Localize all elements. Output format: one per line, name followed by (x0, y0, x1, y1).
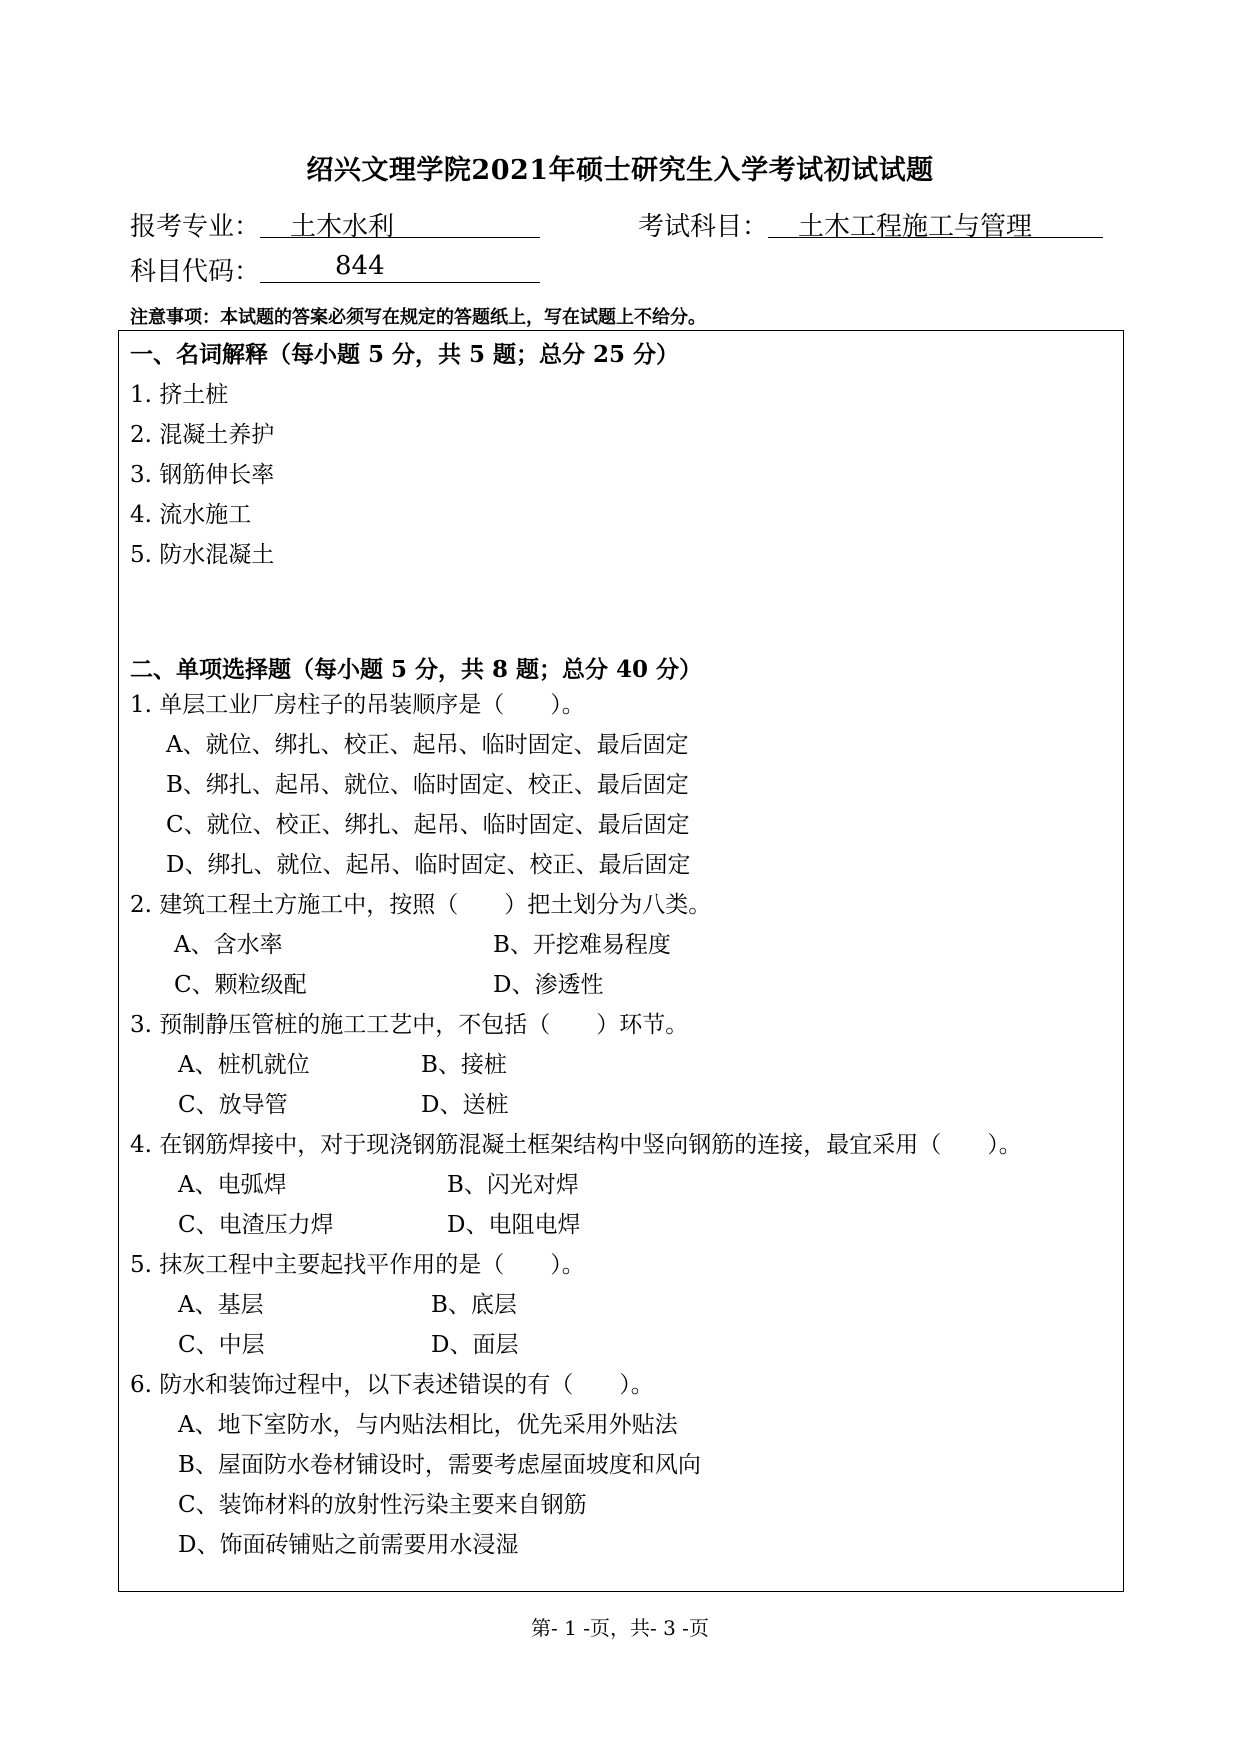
q6-option-b: B、屋面防水卷材铺设时，需要考虑屋面坡度和风向 (178, 1452, 701, 1478)
code-row (130, 251, 540, 288)
q1-option-d: D、绑扎、就位、起吊、临时固定、校正、最后固定 (166, 852, 691, 878)
major-row (130, 206, 540, 243)
q4-option-c: C、电渣压力焊 (178, 1212, 334, 1238)
page-number: 第- 1 -页，共- 3 -页 (531, 1616, 709, 1640)
q5-option-b: B、底层 (431, 1292, 517, 1318)
term-item: 4. 流水施工 (130, 502, 252, 528)
major-label: 报考专业： (130, 212, 261, 242)
subject-label: 考试科目： (638, 212, 769, 242)
subject-value: 土木工程施工与管理 (768, 206, 1103, 238)
q2-option-d: D、渗透性 (493, 972, 604, 998)
q2-option-c: C、颗粒级配 (174, 972, 307, 998)
term-item: 2. 混凝土养护 (130, 422, 275, 448)
question-1-stem: 1. 单层工业厂房柱子的吊装顺序是（ ）。 (130, 692, 585, 718)
section1-heading: 一、名词解释（每小题 5 分，共 5 题；总分 25 分） (130, 341, 680, 368)
q3-option-d: D、送桩 (421, 1092, 509, 1118)
code-value: 844 (260, 251, 540, 283)
q5-option-d: D、面层 (431, 1332, 519, 1358)
major-value: 土木水利 (260, 206, 540, 238)
q1-option-c: C、就位、校正、绑扎、起吊、临时固定、最后固定 (166, 812, 690, 838)
q4-option-a: A、电弧焊 (178, 1172, 287, 1198)
exam-title: 绍兴文理学院2021年硕士研究生入学考试初试试题 (306, 155, 934, 186)
q2-option-b: B、开挖难易程度 (493, 932, 671, 958)
question-2-stem: 2. 建筑工程土方施工中，按照（ ）把土划分为八类。 (130, 892, 712, 918)
question-6-stem: 6. 防水和装饰过程中，以下表述错误的有（ ）。 (130, 1372, 654, 1398)
q1-option-b: B、绑扎、起吊、就位、临时固定、校正、最后固定 (166, 772, 689, 798)
q3-option-b: B、接桩 (421, 1052, 507, 1078)
notice-text: 注意事项：本试题的答案必须写在规定的答题纸上，写在试题上不给分。 (130, 307, 706, 328)
q1-option-a: A、就位、绑扎、校正、起吊、临时固定、最后固定 (166, 732, 689, 758)
q2-option-a: A、含水率 (174, 932, 283, 958)
q3-option-c: C、放导管 (178, 1092, 288, 1118)
q6-option-c: C、装饰材料的放射性污染主要来自钢筋 (178, 1492, 587, 1518)
q3-option-a: A、桩机就位 (178, 1052, 310, 1078)
q5-option-c: C、中层 (178, 1332, 265, 1358)
term-item: 3. 钢筋伸长率 (130, 462, 275, 488)
code-label: 科目代码： (130, 257, 261, 287)
q6-option-d: D、饰面砖铺贴之前需要用水浸湿 (178, 1532, 519, 1558)
term-item: 1. 挤土桩 (130, 382, 229, 408)
q4-option-d: D、电阻电焊 (447, 1212, 581, 1238)
question-4-stem: 4. 在钢筋焊接中，对于现浇钢筋混凝土框架结构中竖向钢筋的连接，最宜采用（ ）。 (130, 1132, 1022, 1158)
q6-option-a: A、地下室防水，与内贴法相比，优先采用外贴法 (178, 1412, 678, 1438)
question-box (118, 330, 1124, 1592)
question-5-stem: 5. 抹灰工程中主要起找平作用的是（ ）。 (130, 1252, 585, 1278)
q4-option-b: B、闪光对焊 (447, 1172, 579, 1198)
term-item: 5. 防水混凝土 (130, 542, 275, 568)
q5-option-a: A、基层 (178, 1292, 264, 1318)
question-3-stem: 3. 预制静压管桩的施工工艺中，不包括（ ）环节。 (130, 1012, 689, 1038)
section2-heading: 二、单项选择题（每小题 5 分，共 8 题；总分 40 分） (130, 656, 703, 683)
subject-row (638, 206, 1103, 243)
